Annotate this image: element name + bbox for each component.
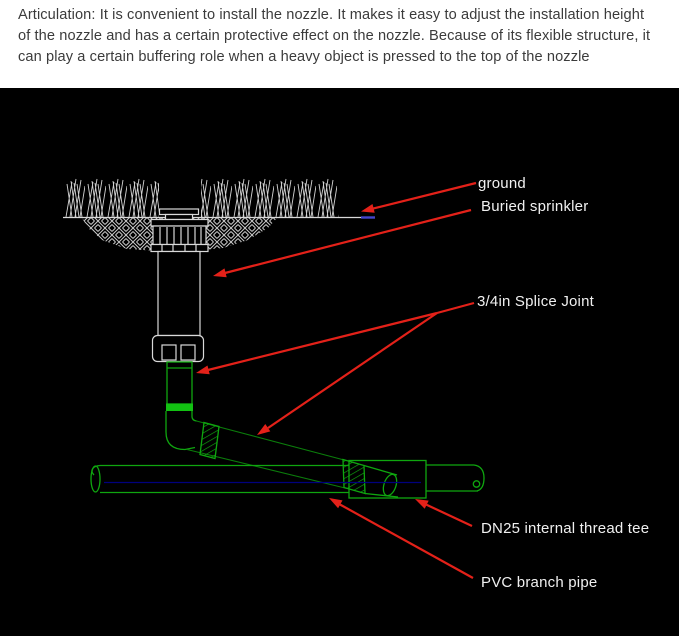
annotation-leaders [208,183,476,578]
pipe-end-ellipse [381,473,399,498]
leader-ground [373,183,477,209]
buried-sprinkler [151,209,208,362]
pipe-sleeve-top [364,466,397,476]
label-ground: ground [478,175,526,192]
leader-splice-branch-a [208,313,437,370]
label-dn25-tee: DN25 internal thread tee [481,520,650,537]
sprinkler-cap-top [160,209,199,215]
sprinkler-cap-neck [166,215,193,220]
sprinkler-head-flange [151,245,208,252]
leader-pvc-pipe [340,505,473,579]
grass-tuft-right [201,178,339,217]
leader-splice-stem [437,303,474,313]
coupling-band-upper [200,423,219,459]
sprinkler-head-rim [151,220,208,227]
green-piping [91,362,484,498]
branch-pipe-right-notch [473,481,479,487]
arrowhead-ground [361,204,375,213]
label-splice-joint: 3/4in Splice Joint [477,293,595,310]
sprinkler-body-tube [158,252,200,336]
sprinkler-bottom-cap [153,336,204,362]
cad-diagram [0,88,679,636]
leader-splice-branch-b [268,313,437,428]
ground-plane [63,178,375,251]
splice-joint-band [166,404,193,412]
arrowhead-splice-a [196,366,210,375]
description-text: Articulation: It is convenient to install the nozzle. It makes it easy to adjust the installation height of the nozzle and has a certain protective effect on the nozzle. Because of its flexible structure, it can play a certain buffering role when a heavy object is pressed to the top of the nozzle [18,7,651,65]
grass-tuft-left [64,178,159,217]
arrowhead-splice-b [257,424,270,435]
arrowhead-dn25-tee [415,499,429,509]
leader-dn25-tee [426,505,472,527]
label-pvc-pipe: PVC branch pipe [481,574,598,591]
elbow-inner [192,411,197,421]
pipe-sleeve-bottom [365,494,398,498]
arrowhead-buried-sprinkler [213,268,227,277]
label-buried-sprinkler: Buried sprinkler [481,198,589,215]
elbow-outer [166,411,195,450]
arrowhead-pvc-pipe [329,498,343,508]
coupling-band-lower [343,460,365,494]
diagram-panel [0,88,679,636]
header-panel [0,0,679,88]
sprinkler-head-body [153,226,206,245]
